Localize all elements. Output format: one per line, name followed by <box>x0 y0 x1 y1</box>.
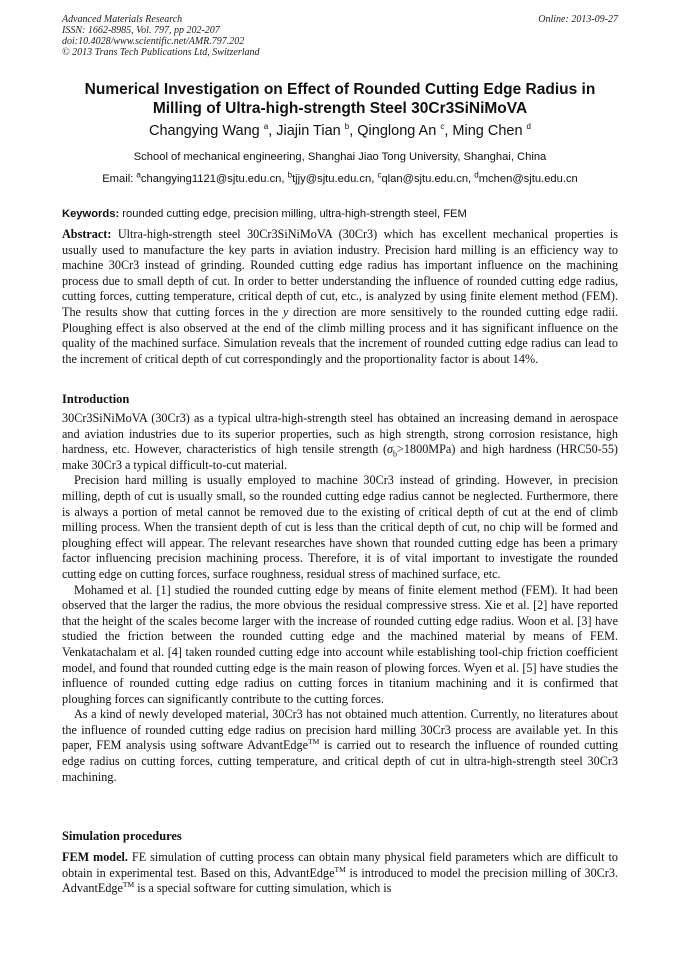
email-a[interactable]: changying1121@sjtu.edu.cn, <box>140 173 288 185</box>
paragraph-text: As a kind of newly developed material, 30Cr3 has not obtained much attention. Currently, no literatures about the influence of rounded cutting edge radius on precision hard milling 30Cr3 process are available yet. In this paper, FEM analysis using software AdvantEdge <box>62 707 618 753</box>
section-heading-introduction: Introduction <box>62 392 130 406</box>
author-mark: c <box>440 122 445 132</box>
introduction-body <box>62 411 618 785</box>
author-mark: a <box>263 122 269 132</box>
author-mark: b <box>287 170 293 180</box>
trademark-mark: TM <box>308 737 320 747</box>
author-mark: d <box>526 122 531 132</box>
journal-copyright: © 2013 Trans Tech Publications Ltd, Switzerland <box>62 47 260 58</box>
online-date: Online: 2013-09-27 <box>538 14 618 25</box>
author-mark: a <box>136 170 141 180</box>
section-heading-simulation: Simulation procedures <box>62 829 182 843</box>
author-name: Jiajin Tian <box>276 123 341 139</box>
author-name: Ming Chen <box>452 123 523 139</box>
journal-name: Advanced Materials Research <box>62 14 183 25</box>
simulation-body <box>62 850 618 897</box>
paragraph <box>62 411 618 473</box>
author-list: Changying Wang $^a$, Jiajin Tian $^b$, Qinglong An $^c$, Ming Chen $^d$ <box>149 122 531 139</box>
title-line-2: Milling of Ultra-high-strength Steel 30Cr3SiNiMoVA <box>152 100 528 117</box>
abstract-text: direction are more sensitively to the rounded cutting edge radii. Ploughing effect is also observed at the end of the climb milling process and it has significant influence on the quality of the machined surface. Simulation reveals that the increment of rounded cutting edge radius can lead to the increment of critical depth of cut correspondingly and the proportionality factor is about 14%. <box>62 304 618 366</box>
sigma-symbol: σ <box>387 442 394 457</box>
paragraph-text: FE simulation of cutting process can obtain many physical field parameters which are difficult to obtain in experimental test. Based on this, AdvantEdge <box>62 850 618 880</box>
paragraph: Precision hard milling is usually employed to machine 30Cr3 instead of grinding. However, in precision milling, depth of cut is usually small, so the rounded cutting edge radius cannot be neglected. Furthermore, there is always a portion of metal cannot be removed due to the existing of critical depth of cut at the end of climb milling process. When the transient depth of cut is less than the critical depth of cut, no chip will be formed and ploughing effect will appear. The relevant researches have shown that rounded cutting edge has been a primary factor influencing precision machining process. Therefore, it is of vital important to investigate the rounded cutting edge on cutting forces, surface roughness, residual stress of machined surface, etc. <box>62 473 618 581</box>
abstract-y-symbol: y <box>282 304 289 319</box>
paper-title <box>62 80 618 118</box>
paragraph-text: is carried out to research the influence of rounded cutting edge radius on cutting forces, cutting temperature, and critical depth of cut in ultra-high-strength steel 30Cr3 machining. <box>62 738 618 784</box>
email-c[interactable]: qlan@sjtu.edu.cn, <box>381 173 475 185</box>
paragraph-text: >1800MPa) and high hardness (HRC50-55) make 30Cr3 a typical difficult-to-cut material. <box>62 442 618 472</box>
abstract-text: Ultra-high-strength steel 30Cr3SiNiMoVA (30Cr3) which has excellent mechanical properties is usually used to manufacture the key parts in aviation industry. Precision hard milling is an efficiency way to machine 30Cr3 instead of grinding. Rounded cutting edge radius has important influence on the machining process due to small depth of cut. In order to better understanding the influence of rounded cutting edge radius, cutting forces, cutting temperature, critical depth of cut, etc., is analyzed by using finite element method (FEM). The results show that cutting forces in the <box>62 227 618 319</box>
email-label: Email: <box>102 173 137 185</box>
email-d[interactable]: mchen@sjtu.edu.cn <box>478 173 578 185</box>
journal-doi: doi:10.4028/www.scientific.net/AMR.797.202 <box>62 36 245 47</box>
author-mark: d <box>474 170 479 180</box>
journal-header <box>62 14 618 58</box>
keywords <box>62 207 618 221</box>
author-name: Changying Wang <box>149 123 260 139</box>
email-line <box>40 172 640 186</box>
sigma-subscript: b <box>393 449 398 459</box>
paragraph: Mohamed et al. [1] studied the rounded cutting edge by means of finite element method (FEM). It had been observed that the larger the radius, the more obvious the residual compressive stress. Xie et al. [2] have reported that the height of the scales become larger with the increase of rounded cutting edge radius. Woon et al. [3] have studied the friction between the rounded cutting edge and the machined material by means of FEM. Venkatachalam et al. [4] taken rounded cutting edge into account while establishing tool-chip friction coefficient model, and found that rounded cutting edge is the main reason of plowing forces. Wyen et al. [5] have studies the influence of rounded cutting edge radius on cutting forces in titanium machining and it is confirmed that ploughing forces can significantly contribute to the cutting forces. <box>62 582 618 706</box>
keywords-text: rounded cutting edge, precision milling, ultra-high-strength steel, FEM <box>119 208 467 220</box>
trademark-mark: TM <box>334 864 346 874</box>
author-name: Qinglong An <box>357 123 437 139</box>
paragraph-text: is a special software for cutting simulation, which is <box>134 881 392 896</box>
email-b[interactable]: tjjy@sjtu.edu.cn, <box>292 173 378 185</box>
author-mark: b <box>344 122 350 132</box>
abstract-label: Abstract: <box>62 227 112 241</box>
fem-model-label: FEM model. <box>62 850 128 864</box>
paragraph-text: 30Cr3SiNiMoVA (30Cr3) as a typical ultra-high-strength steel has obtained an increasing demand in aerospace and aviation industries due to its superior properties, such as high strength, strong corrosion resistance, high hardness, etc. However, characteristics of high tensile strength ( <box>62 411 618 457</box>
paragraph <box>62 707 618 785</box>
journal-issn: ISSN: 1662-8985, Vol. 797, pp 202-207 <box>62 25 220 36</box>
author-mark: c <box>377 170 382 180</box>
paragraph <box>62 850 618 897</box>
keywords-label: Keywords: <box>62 208 120 220</box>
title-line-1: Numerical Investigation on Effect of Rounded Cutting Edge Radius in <box>84 81 596 98</box>
affiliation: School of mechanical engineering, Shanghai Jiao Tong University, Shanghai, China <box>133 151 547 163</box>
paragraph-text: is introduced to model the precision milling of 30Cr3. AdvantEdge <box>62 865 618 896</box>
trademark-mark: TM <box>122 880 135 890</box>
abstract <box>62 227 618 367</box>
